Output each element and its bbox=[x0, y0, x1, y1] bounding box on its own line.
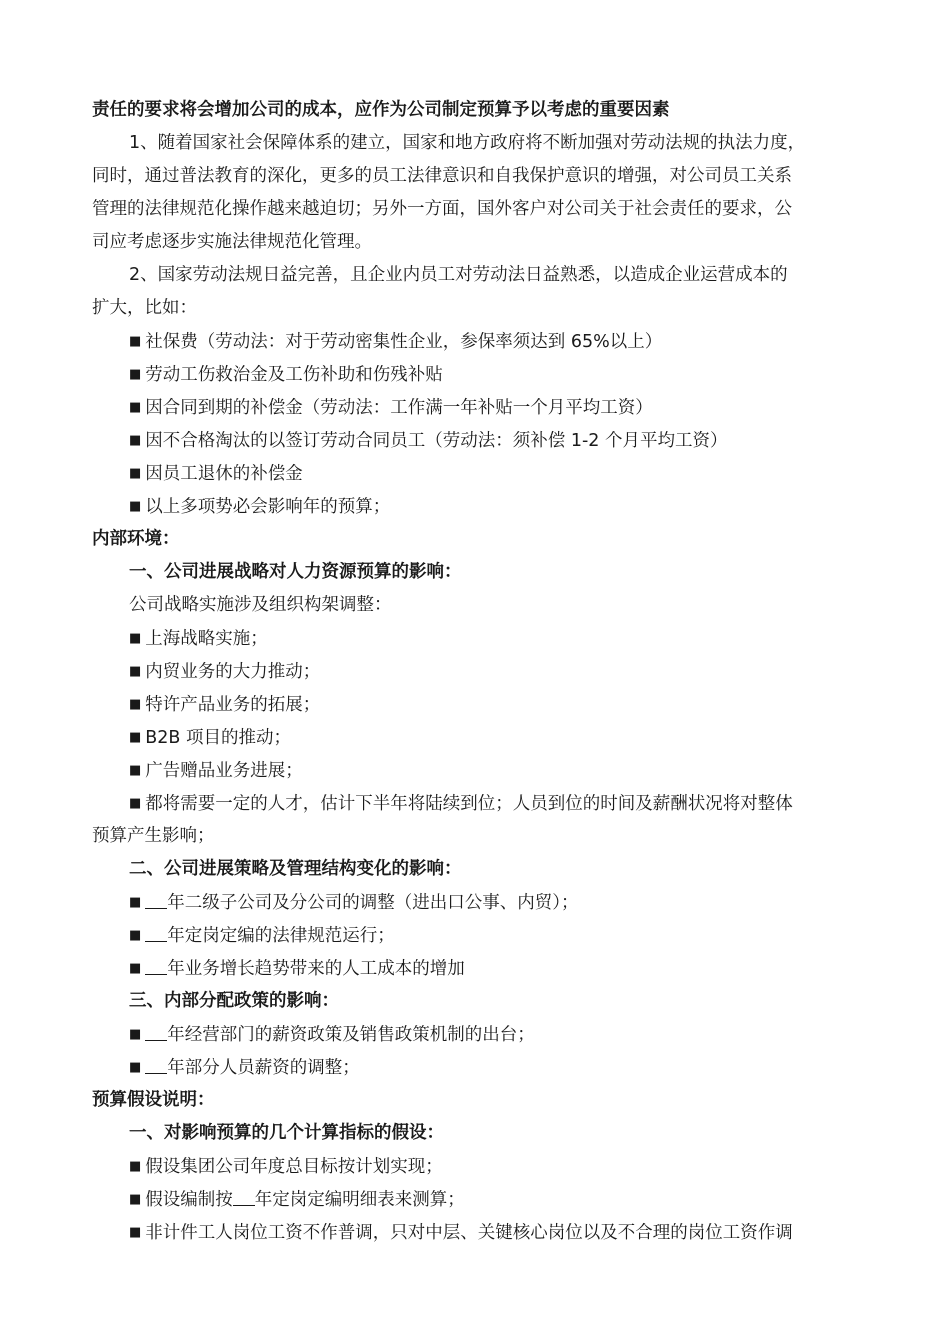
paragraph-2-line-1: 2、国家劳动法规日益完善，且企业内员工对劳动法日益熟悉，以造成企业运营成本的 bbox=[129, 265, 788, 285]
list-item: ■ 以上多项势必会影响年的预算； bbox=[129, 497, 391, 517]
list-item: ■ 年定岗定编的法律规范运行； bbox=[129, 926, 395, 946]
bullet-square-icon: ■ bbox=[129, 1060, 142, 1075]
budget-assumptions-title: 预算假设说明： bbox=[92, 1090, 215, 1110]
list-item: ■ 假设编制按 年定岗定编明细表来测算； bbox=[129, 1190, 465, 1210]
paragraph-1-line-1: 1、随着国家社会保障体系的建立，国家和地方政府将不断加强对劳动法规的执法力度， bbox=[129, 133, 806, 153]
year-blank bbox=[233, 1188, 255, 1206]
bullet-square-icon: ■ bbox=[129, 400, 142, 415]
bullet-square-icon: ■ bbox=[129, 763, 142, 778]
section-heading: 责任的要求将会增加公司的成本，应作为公司制定预算予以考虑的重要因素 bbox=[92, 100, 670, 120]
list-item: ■ 假设集团公司年度总目标按计划实现； bbox=[129, 1157, 443, 1177]
internal-environment-title: 内部环境： bbox=[92, 529, 180, 549]
list-item-continuation: 预算产生影响； bbox=[92, 826, 215, 846]
year-blank bbox=[145, 1023, 167, 1041]
list-item: ■ 非计件工人岗位工资不作普调，只对中层、关键核心岗位以及不合理的岗位工资作调 bbox=[129, 1223, 793, 1243]
list-item: ■ 年经营部门的薪资政策及销售政策机制的出台； bbox=[129, 1025, 535, 1045]
list-item: ■ 年部分人员薪资的调整； bbox=[129, 1058, 360, 1078]
list-item: ■ 广告赠品业务进展； bbox=[129, 761, 303, 781]
bullet-square-icon: ■ bbox=[129, 664, 142, 679]
section-1-intro: 公司战略实施涉及组织构架调整： bbox=[129, 595, 392, 615]
year-blank bbox=[145, 891, 167, 909]
bullet-square-icon: ■ bbox=[129, 928, 142, 943]
list-item: ■ 上海战略实施； bbox=[129, 629, 268, 649]
list-item: ■ 年二级子公司及分公司的调整（进出口公事、内贸）； bbox=[129, 893, 579, 913]
bullet-square-icon: ■ bbox=[129, 499, 142, 514]
year-blank bbox=[145, 924, 167, 942]
list-item: ■ 内贸业务的大力推动； bbox=[129, 662, 321, 682]
section-1-title: 一、公司进展战略对人力资源预算的影响： bbox=[129, 562, 462, 582]
list-item: ■ 劳动工伤救治金及工伤补助和伤残补贴 bbox=[129, 365, 443, 385]
bullet-square-icon: ■ bbox=[129, 1159, 142, 1174]
year-blank bbox=[145, 1056, 167, 1074]
bullet-square-icon: ■ bbox=[129, 367, 142, 382]
list-item: ■ B2B 项目的推动； bbox=[129, 728, 292, 748]
section-4-title: 一、对影响预算的几个计算指标的假设： bbox=[129, 1123, 444, 1143]
bullet-square-icon: ■ bbox=[129, 433, 142, 448]
bullet-square-icon: ■ bbox=[129, 895, 142, 910]
paragraph-2-line-2: 扩大，比如： bbox=[92, 298, 197, 318]
document-page bbox=[92, 94, 862, 1249]
list-item: ■ 因员工退休的补偿金 bbox=[129, 464, 303, 484]
section-3-title: 三、内部分配政策的影响： bbox=[129, 991, 339, 1011]
year-blank bbox=[145, 957, 167, 975]
bullet-square-icon: ■ bbox=[129, 1192, 142, 1207]
list-item: ■ 因合同到期的补偿金（劳动法：工作满一年补贴一个月平均工资） bbox=[129, 398, 653, 418]
list-item: ■ 年业务增长趋势带来的人工成本的增加 bbox=[129, 959, 465, 979]
bullet-square-icon: ■ bbox=[129, 961, 142, 976]
bullet-square-icon: ■ bbox=[129, 697, 142, 712]
list-item: ■ 特许产品业务的拓展； bbox=[129, 695, 321, 715]
bullet-square-icon: ■ bbox=[129, 466, 142, 481]
section-2-title: 二、公司进展策略及管理结构变化的影响： bbox=[129, 859, 462, 879]
list-item: ■ 因不合格淘汰的以签订劳动合同员工（劳动法：须补偿 1-2 个月平均工资） bbox=[129, 431, 728, 451]
paragraph-1-line-2: 同时，通过普法教育的深化，更多的员工法律意识和自我保护意识的增强，对公司员工关系 bbox=[92, 166, 792, 186]
paragraph-1-line-3: 管理的法律规范化操作越来越迫切；另外一方面，国外客户对公司关于社会责任的要求，公 bbox=[92, 199, 792, 219]
list-item: ■ 都将需要一定的人才，估计下半年将陆续到位；人员到位的时间及薪酬状况将对整体 bbox=[129, 794, 793, 814]
bullet-square-icon: ■ bbox=[129, 1027, 142, 1042]
list-item: ■ 社保费（劳动法：对于劳动密集性企业，参保率须达到 65%以上） bbox=[129, 332, 663, 352]
bullet-square-icon: ■ bbox=[129, 730, 142, 745]
bullet-square-icon: ■ bbox=[129, 631, 142, 646]
bullet-square-icon: ■ bbox=[129, 796, 142, 811]
paragraph-1-line-4: 司应考虑逐步实施法律规范化管理。 bbox=[92, 232, 372, 252]
bullet-square-icon: ■ bbox=[129, 1225, 142, 1240]
bullet-square-icon: ■ bbox=[129, 334, 142, 349]
